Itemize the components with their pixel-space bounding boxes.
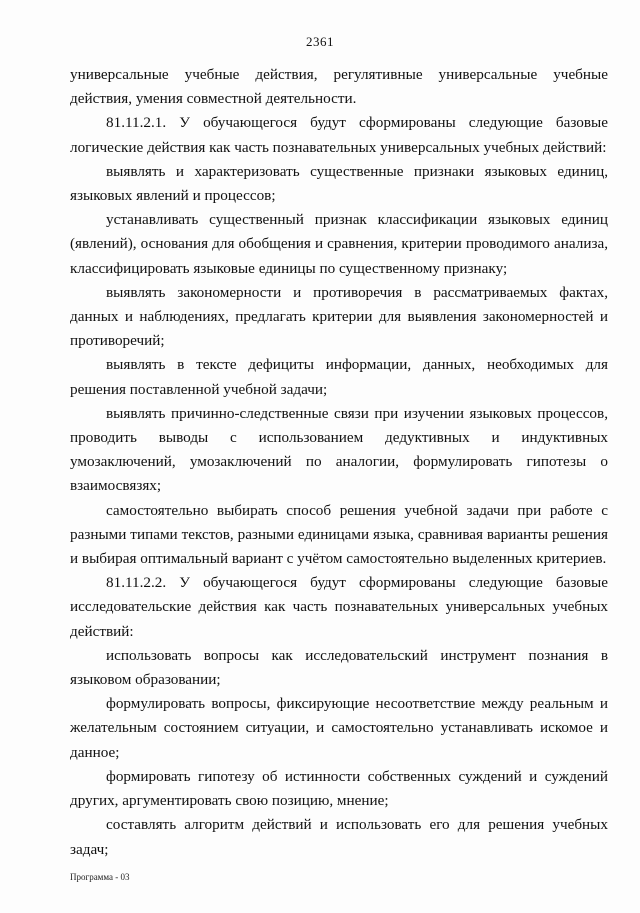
paragraph-81-11-2-2: 81.11.2.2. У обучающегося будут сформированы следующие базовые исследовательские действия как часть познавательных универсальных учебных действий: (70, 574, 608, 640)
paragraph-item: выявлять закономерности и противоречия в рассматриваемых фактах, данных и наблюдениях, предлагать критерии для выявления закономерностей и противоречий; (70, 283, 608, 350)
paragraph-81-11-2-1: 81.11.2.1. У обучающегося будут сформированы следующие базовые логические действия как часть познавательных универсальных учебных действий: (70, 114, 608, 156)
page-number: 2361 (306, 34, 334, 49)
paragraph-item: составлять алгоритм действий и использовать его для решения учебных задач; (70, 816, 608, 858)
paragraph-item: выявлять причинно-следственные связи при изучении языковых процессов, проводить выводы с использованием дедуктивных и индуктивных умозаключений, умозаключений по аналогии, формулировать гипотезы о взаимосвязях; (70, 404, 608, 495)
paragraph-item: устанавливать существенный признак классификации языковых единиц (явлений), основания для обобщения и сравнения, критерии проводимого анализа, классифицировать языковые единицы по существенному признаку; (70, 211, 608, 277)
paragraph-item: выявлять и характеризовать существенные признаки языковых единиц, языковых явлений и процессов; (70, 162, 608, 205)
paragraph-continuation: универсальные учебные действия, регулятивные универсальные учебные действия, умения совместной деятельности. (70, 66, 608, 108)
body-text (70, 63, 608, 862)
paragraph-item: самостоятельно выбирать способ решения учебной задачи при работе с разными типами текстов, разными единицами языка, сравнивая варианты решения и выбирая оптимальный вариант с учётом самостоятельно выделенных критериев. (70, 501, 608, 568)
paragraph-item: формулировать вопросы, фиксирующие несоответствие между реальным и желательным состоянием ситуации, и самостоятельно устанавливать искомое и данное; (70, 695, 608, 761)
paragraph-item: использовать вопросы как исследовательский инструмент познания в языковом образовании; (70, 646, 608, 689)
page-footer: Программа - 03 (70, 872, 130, 882)
paragraph-item: выявлять в тексте дефициты информации, данных, необходимых для решения поставленной учебной задачи; (70, 356, 608, 398)
paragraph-item: формировать гипотезу об истинности собственных суждений и суждений других, аргументировать свою позицию, мнение; (70, 767, 608, 810)
